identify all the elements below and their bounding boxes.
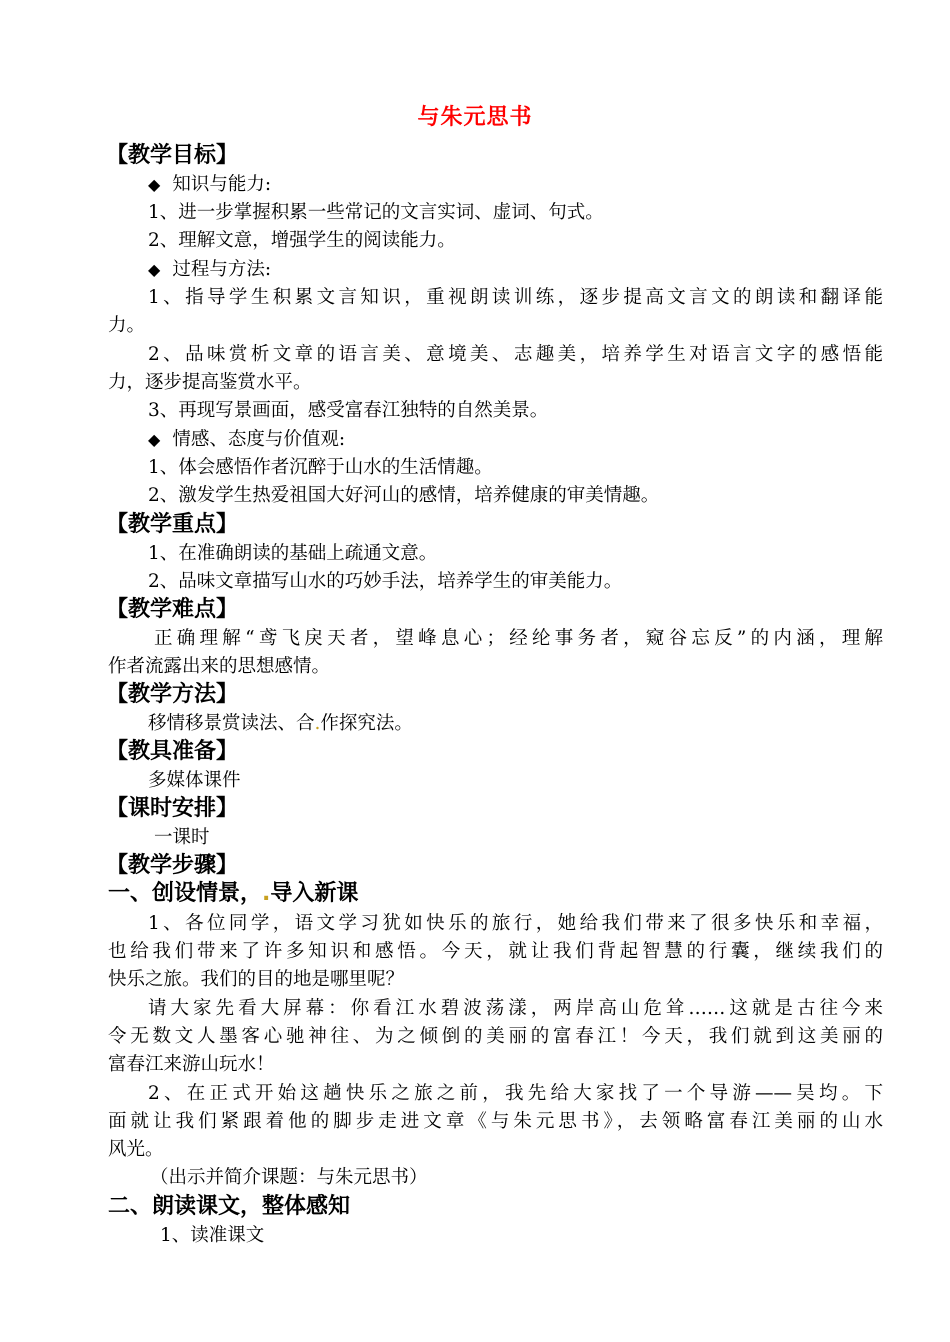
goal-line: 2、激发学生热爱祖国大好河山的感情，培养健康的审美情趣。 [148,485,660,506]
goal-line: 3、再现写景画面，感受富春江独特的自然美景。 [148,400,549,421]
dot-mark: . [314,713,321,734]
page-title: 与朱元思书 [417,105,533,130]
heading-teaching-goals: 【教学目标】 [106,143,239,168]
goal-line: 力，逐步提高鉴赏水平。 [108,372,312,393]
paragraph-line: 也给我们带来了许多知识和感悟。今天，就让我们背起智慧的行囊，继续我们的 [108,941,883,962]
heading-tools: 【教具准备】 [106,739,239,764]
paragraph-line: 1、各位同学，语文学习犹如快乐的旅行，她给我们带来了很多快乐和幸福， [148,913,883,934]
diamond-icon: ◆ [148,430,161,449]
paragraph-line: 请大家先看大屏幕：你看江水碧波荡漾，两岸高山危耸……这就是古往今来 [148,998,883,1019]
section-2-heading: 二、朗读课文，整体感知 [108,1194,351,1219]
paragraph-line: （出示并简介课题：与朱元思书） [150,1167,428,1188]
bullet-attitude [148,426,923,454]
bullet-label: 知识与能力: [172,174,272,195]
dot-mark: . [262,881,271,906]
heading-methods: 【教学方法】 [106,682,239,707]
goal-line: 2、品味赏析文章的语言美、意境美、志趣美，培养学生对语言文字的感悟能 [148,344,883,365]
diamond-icon: ◆ [148,260,161,279]
heading-key-points: 【教学重点】 [106,512,239,537]
bullet-process [148,256,923,284]
paragraph-line: 快乐之旅。我们的目的地是哪里呢？ [108,969,405,990]
method-line: 移情移景赏读法、合.作探究法。 [148,713,413,734]
difficulty-line: 正确理解“鸢飞戾天者，望峰息心；经纶事务者，窥谷忘反”的内涵，理解 [154,628,883,649]
paragraph-line: 富春江来游山玩水！ [108,1054,275,1075]
difficulty-line: 作者流露出来的思想感情。 [108,656,331,677]
paragraph-line: 2、在正式开始这趟快乐之旅之前，我先给大家找了一个导游——吴均。下 [148,1083,883,1104]
goal-line: 1、体会感悟作者沉醉于山水的生活情趣。 [148,457,493,478]
paragraph-line: 风光。 [108,1139,164,1160]
heading-schedule: 【课时安排】 [106,796,239,821]
goal-line: 力。 [108,315,146,336]
bullet-label: 情感、态度与价值观: [172,429,346,450]
bullet-knowledge [148,171,923,199]
goal-line: 2、理解文意，增强学生的阅读能力。 [148,230,456,251]
tools-line: 多媒体课件 [148,770,241,791]
paragraph-line: 令无数文人墨客心驰神往、为之倾倒的美丽的富春江！今天，我们就到这美丽的 [108,1026,883,1047]
key-point-line: 2、品味文章描写山水的巧妙手法，培养学生的审美能力。 [148,571,623,592]
bullet-label: 过程与方法: [172,259,272,280]
schedule-line: 一课时 [154,827,210,848]
diamond-icon: ◆ [148,175,161,194]
paragraph-line: 1、读准课文 [160,1225,265,1246]
goal-line: 1、进一步掌握积累一些常记的文言实词、虚词、句式。 [148,202,604,223]
paragraph-line: 面就让我们紧跟着他的脚步走进文章《与朱元思书》，去领略富春江美丽的山水 [108,1111,883,1132]
heading-steps: 【教学步骤】 [106,853,239,878]
section-1-heading: 一、创设情景，.导入新课 [108,881,359,906]
heading-difficulties: 【教学难点】 [106,597,239,622]
goal-line: 1、指导学生积累文言知识，重视朗读训练，逐步提高文言文的朗读和翻译能 [148,287,883,308]
key-point-line: 1、在准确朗读的基础上疏通文意。 [148,543,438,564]
